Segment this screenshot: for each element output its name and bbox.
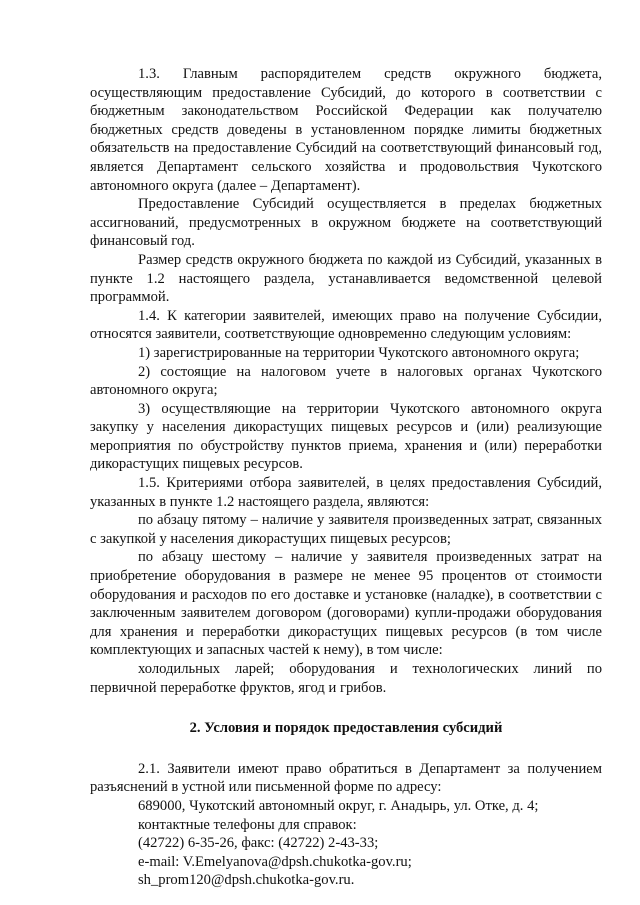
- paragraph-1-3: 1.3. Главным распорядителем средств окружного бюджета, осуществляющим предоставление Субсидий, до которого в соответствии с бюджетным законодательством Российской Федерации как получателю бюджетных средств доведены в установленном порядке лимиты бюджетных обязательств на предоставление Субсидий на соответствующий финансовый год, является Департамент сельского хозяйства и продовольствия Чукотского автономного округа (далее – Департамент).: [90, 66, 602, 194]
- contact-address: 689000, Чукотский автономный округ, г. Анадырь, ул. Отке, д. 4;: [138, 797, 539, 814]
- paragraph-1-5: 1.5. Критериями отбора заявителей, в целях предоставления Субсидий, указанных в пункте 1.2 настоящего раздела, являются:: [90, 475, 602, 510]
- condition-1: 1) зарегистрированные на территории Чукотского автономного округа;: [138, 344, 580, 361]
- contact-email-2: sh_prom120@dpsh.chukotka-gov.ru.: [138, 872, 355, 889]
- condition-2: 2) состоящие на налоговом учете в налоговых органах Чукотского автономного округа;: [90, 363, 602, 399]
- paragraph-funding-limits: Предоставление Субсидий осуществляется в пределах бюджетных ассигнований, предусмотренных в окружном бюджете на соответствующий финансовый год.: [90, 196, 602, 250]
- condition-3: 3) осуществляющие на территории Чукотского автономного округа закупку у населения дикорастущих пищевых ресурсов и (или) реализующие мероприятия по обустройству пунктов приема, хранения и (или) переработки дикорастущих пищевых ресурсов.: [90, 400, 602, 473]
- criterion-sixth: по абзацу шестому – наличие у заявителя произведенных затрат на приобретение оборудования в размере не менее 95 процентов от стоимости оборудования и расходов по его доставке и установке (наладке), в соответствии с заключенным заявителем договором (договорами) купли-продажи оборудования для хранения и переработки дикорастущих пищевых ресурсов (в том числе комплектующих и запасных частей к нему), в том числе:: [90, 549, 602, 659]
- paragraph-1-4: 1.4. К категории заявителей, имеющих право на получение Субсидии, относятся заявители, соответствующие одновременно следующим условиям:: [90, 307, 602, 343]
- section-heading: 2. Условия и порядок предоставления субсидий: [189, 720, 503, 737]
- contact-email-1: e-mail: V.Emelyanova@dpsh.chukotka-gov.ru;: [138, 853, 412, 870]
- contact-phones-label: контактные телефоны для справок:: [138, 816, 357, 833]
- criterion-fifth: по абзацу пятому – наличие у заявителя произведенных затрат, связанных с закупкой у населения дикорастущих пищевых ресурсов;: [90, 512, 602, 547]
- contact-phones: (42722) 6-35-26, факс: (42722) 2-43-33;: [138, 835, 379, 852]
- paragraph-2-1: 2.1. Заявители имеют право обратиться в Департамент за получением разъяснений в устной или письменной форме по адресу:: [90, 760, 602, 796]
- paragraph-funding-size: Размер средств окружного бюджета по каждой из Субсидий, указанных в пункте 1.2 настоящего раздела, устанавливается ведомственной целевой программой.: [90, 251, 602, 306]
- document-body: [90, 65, 602, 890]
- equipment-list: холодильных ларей; оборудования и технологических линий по первичной переработке фруктов, ягод и грибов.: [90, 661, 602, 696]
